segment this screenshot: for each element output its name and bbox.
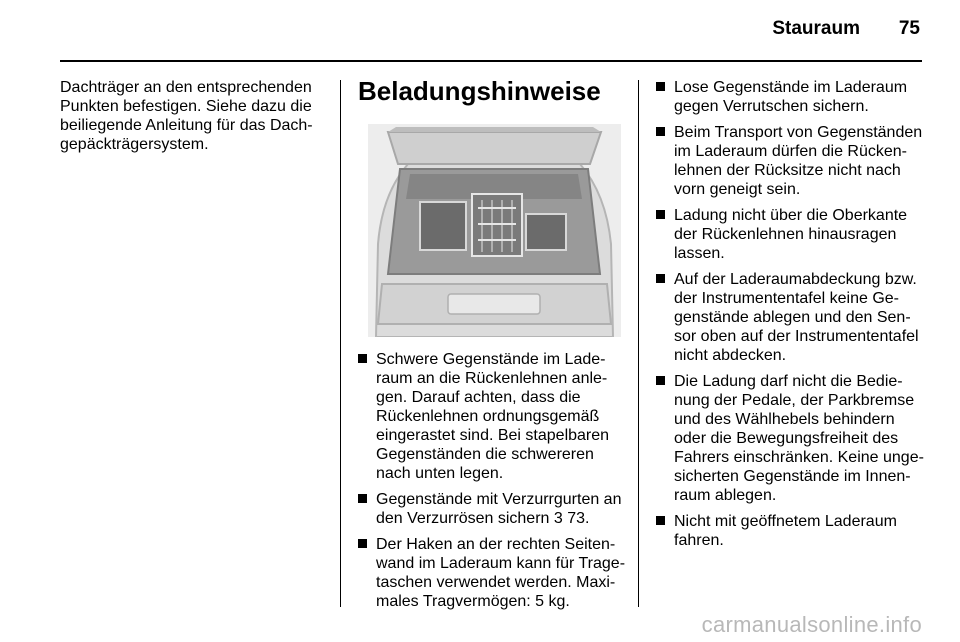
section-heading: Beladungshinweise xyxy=(358,76,601,106)
loading-hints-list-1 xyxy=(358,350,626,618)
page-header-title: Stauraum xyxy=(772,18,860,39)
bullet-square-icon xyxy=(656,274,665,283)
list-item: Die Ladung darf nicht die Bedie-nung der Pedale, der Parkbremse und des Wählhebels behindern oder die Bewegungsfreiheit des Fahrers einschränken. Keine unge-sicherten Gegenstände im Innen-raum ablegen. xyxy=(656,372,926,505)
header-rule xyxy=(60,60,922,62)
bullet-square-icon xyxy=(358,539,367,548)
bullet-square-icon xyxy=(358,494,367,503)
list-item: Nicht mit geöffnetem Laderaum fahren. xyxy=(656,512,926,550)
bullet-square-icon xyxy=(358,354,367,363)
list-item: Beim Transport von Gegenständen im Laderaum dürfen die Rücken-lehnen der Rücksitze nicht nach vorn geneigt sein. xyxy=(656,123,926,199)
list-item: Gegenstände mit Verzurrgurten an den Verzurrösen sichern 3 73. xyxy=(358,490,626,528)
list-item: Auf der Laderaumabdeckung bzw. der Instrumententafel keine Ge-genstände ablegen und den Sen-sor oben auf der Instrumententafel nicht abdecken. xyxy=(656,270,926,365)
bullet-square-icon xyxy=(656,127,665,136)
list-item: Schwere Gegenstände im Lade-raum an die Rückenlehnen anle-gen. Darauf achten, dass die Rückenlehnen ordnungsgemäß eingerastet sind. Bei stapelbaren Gegenständen die schwereren nach unten legen. xyxy=(358,350,626,483)
footer-watermark: carmanualsonline.info xyxy=(701,612,922,637)
loading-hints-list-2 xyxy=(656,78,926,550)
list-item: Der Haken an der rechten Seiten-wand im Laderaum kann für Trage-taschen verwendet werden. Maxi-males Tragvermögen: 5 kg. xyxy=(358,535,626,611)
column-divider-1 xyxy=(340,80,341,607)
page-number: 75 xyxy=(898,18,920,39)
bullet-square-icon xyxy=(656,376,665,385)
column-3 xyxy=(656,78,926,557)
car-trunk-illustration xyxy=(368,124,621,337)
list-item: Ladung nicht über die Oberkante der Rückenlehnen hinausragen lassen. xyxy=(656,206,926,263)
list-item: Lose Gegenstände im Laderaum gegen Verrutschen sichern. xyxy=(656,78,926,116)
bullet-square-icon xyxy=(656,516,665,525)
bullet-square-icon xyxy=(656,82,665,91)
bullet-square-icon xyxy=(656,210,665,219)
roof-rack-paragraph: Dachträger an den entsprechenden Punkten befestigen. Siehe dazu die beiliegende Anleitung für das Dach-gepäckträgersystem. xyxy=(60,79,313,153)
column-1 xyxy=(60,78,320,154)
column-divider-2 xyxy=(638,80,639,607)
